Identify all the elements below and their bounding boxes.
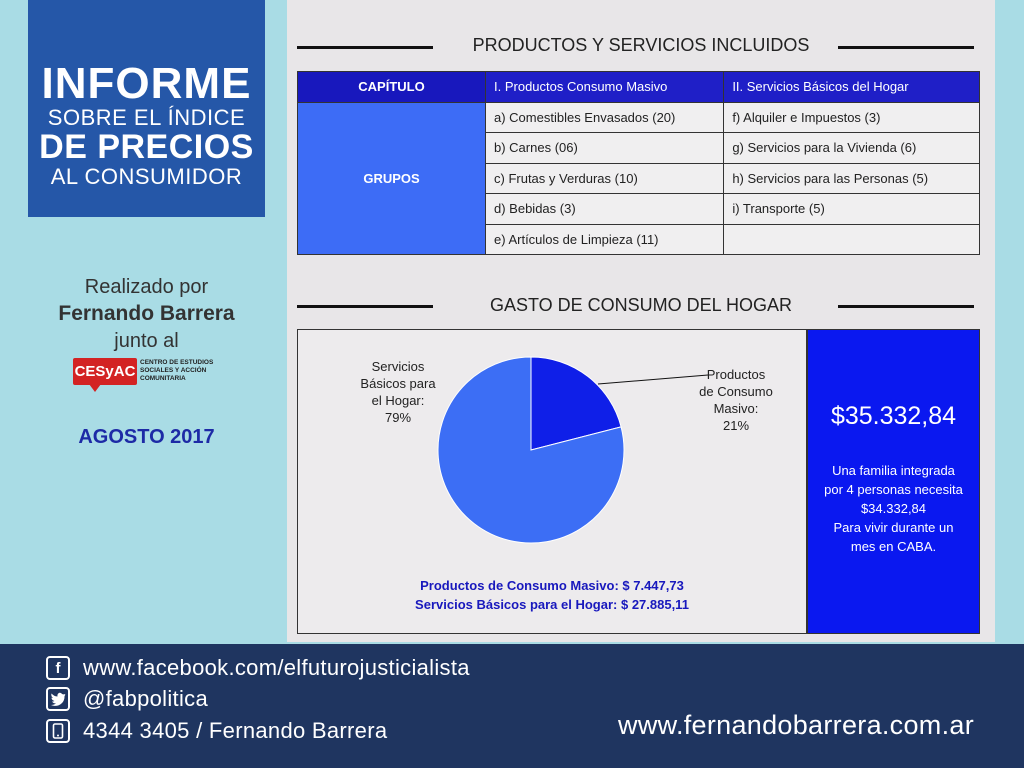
main-panel <box>287 0 995 642</box>
table-cell: b) Carnes (06) <box>486 133 724 164</box>
groups-label: GRUPOS <box>298 102 486 255</box>
phone-number: 4344 3405 / Fernando Barrera <box>83 718 388 743</box>
table-cell: e) Artículos de Limpieza (11) <box>486 224 724 255</box>
twitter-contact <box>46 685 208 713</box>
table-header-row <box>298 72 980 103</box>
twitter-icon <box>46 687 70 711</box>
pie-label-line: Masivo: <box>713 401 759 416</box>
cesyac-logo <box>73 358 223 394</box>
pie-label-line: 79% <box>384 410 412 425</box>
pie-label-line: de Consumo <box>699 384 773 399</box>
author-with: junto al <box>114 330 179 352</box>
table-row <box>298 102 980 133</box>
title-line-1: INFORME <box>41 59 252 108</box>
title-line-4: AL CONSUMIDOR <box>50 164 243 189</box>
pie-label-line: 21% <box>722 418 750 433</box>
pie-chart-panel <box>297 329 807 634</box>
table-cell: f) Alquiler e Impuestos (3) <box>724 102 980 133</box>
pie-label-products <box>686 366 786 434</box>
table-cell <box>724 224 980 255</box>
website-link[interactable]: www.fernandobarrera.com.ar <box>618 710 974 740</box>
family-cost-note <box>808 461 979 556</box>
pie-label-line: Básicos para <box>360 376 436 391</box>
table-cell: c) Frutas y Verduras (10) <box>486 163 724 194</box>
note-line: Una familia integrada <box>832 463 955 478</box>
facebook-link[interactable]: www.facebook.com/elfuturojusticialista <box>83 655 470 680</box>
cesyac-badge: CESyAC <box>73 358 137 385</box>
products-services-table <box>297 71 980 255</box>
title-rule-right <box>838 305 974 308</box>
header-services: II. Servicios Básicos del Hogar <box>724 72 980 103</box>
monthly-cost-amount: $35.332,84 <box>830 402 957 430</box>
cesyac-description: CENTRO DE ESTUDIOS SOCIALES Y ACCIÓN COMUNITARIA <box>140 359 214 382</box>
header-capitulo: CAPÍTULO <box>298 72 486 103</box>
facebook-icon: f <box>46 656 70 680</box>
section-title-products: PRODUCTOS Y SERVICIOS INCLUIDOS <box>472 35 810 55</box>
family-cost-panel <box>807 329 980 634</box>
title-rule-right <box>838 46 974 49</box>
phone-icon <box>46 719 70 743</box>
table-cell: d) Bebidas (3) <box>486 194 724 225</box>
section-title-spending: GASTO DE CONSUMO DEL HOGAR <box>489 295 793 315</box>
table-cell: g) Servicios para la Vivienda (6) <box>724 133 980 164</box>
pie-label-line: Productos <box>706 367 766 382</box>
contact-footer <box>0 644 1024 768</box>
note-line: $34.332,84 <box>860 501 927 516</box>
header-products: I. Productos Consumo Masivo <box>486 72 724 103</box>
pie-label-line: el Hogar: <box>371 393 425 408</box>
report-date: AGOSTO 2017 <box>78 426 215 448</box>
author-name: Fernando Barrera <box>58 302 235 325</box>
pie-label-line: Servicios <box>371 359 425 374</box>
pie-label-services <box>348 358 448 426</box>
table-cell: a) Comestibles Envasados (20) <box>486 102 724 133</box>
cesyac-badge-tail <box>89 384 101 392</box>
note-line: Para vivir durante un <box>833 520 954 535</box>
spending-totals <box>298 576 806 614</box>
title-line-2: SOBRE EL ÍNDICE <box>47 105 246 130</box>
author-intro: Realizado por <box>84 276 209 298</box>
table-cell: i) Transporte (5) <box>724 194 980 225</box>
twitter-handle[interactable]: @fabpolitica <box>83 686 208 711</box>
report-title-banner <box>28 0 265 217</box>
note-line: mes en CABA. <box>850 539 937 554</box>
facebook-contact <box>46 654 470 682</box>
note-line: por 4 personas necesita <box>824 482 963 497</box>
author-credit <box>28 274 265 354</box>
title-line-3: DE PRECIOS <box>39 128 254 166</box>
phone-contact <box>46 717 387 745</box>
table-cell: h) Servicios para las Personas (5) <box>724 163 980 194</box>
total-services: Servicios Básicos para el Hogar: $ 27.885,11 <box>415 597 689 612</box>
total-products: Productos de Consumo Masivo: $ 7.447,73 <box>420 578 684 593</box>
